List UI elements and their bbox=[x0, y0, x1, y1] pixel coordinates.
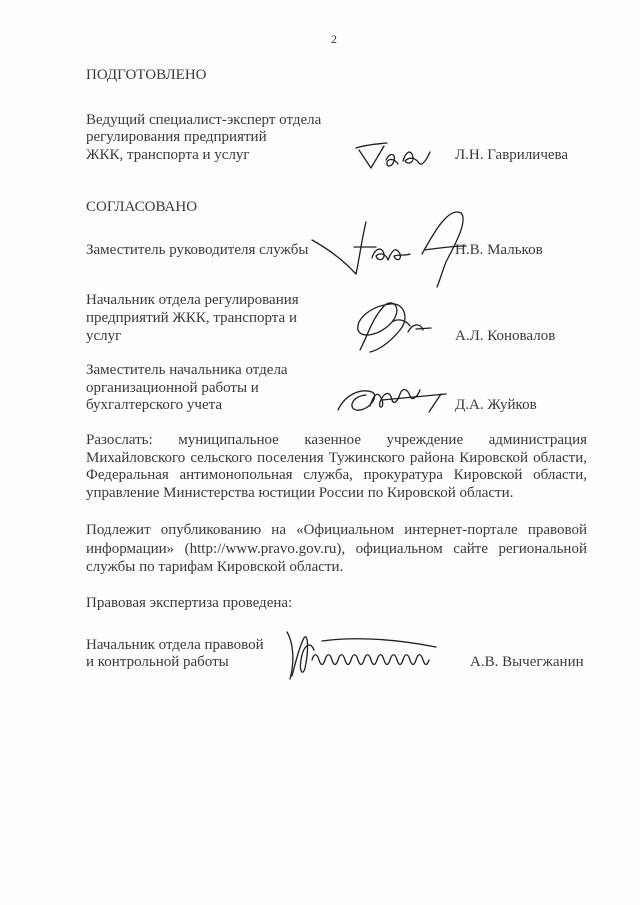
distribution-line: Федеральная антимонопольная служба, прокуратура Кировской области, bbox=[86, 467, 587, 483]
publication-line: Подлежит опубликованию на «Официальном интернет-портале правовой bbox=[86, 522, 587, 538]
prepared-heading: ПОДГОТОВЛЕНО bbox=[86, 67, 207, 83]
signatory-position-line: услуг bbox=[86, 328, 122, 344]
page-number: 2 bbox=[331, 32, 337, 46]
prepared-position-line: регулирования предприятий bbox=[86, 129, 267, 145]
signature-konovalov bbox=[358, 303, 431, 352]
legal-review-name: А.В. Вычегжанин bbox=[470, 654, 584, 670]
prepared-position-line: Ведущий специалист-эксперт отдела bbox=[86, 112, 322, 128]
publication-line: информации» (http://www.pravo.gov.ru), официальном сайте региональной bbox=[86, 541, 587, 557]
signatory-position-line: предприятий ЖКК, транспорта и bbox=[86, 310, 297, 326]
signature-malkov bbox=[312, 212, 466, 287]
legal-review-heading: Правовая экспертиза проведена: bbox=[86, 595, 293, 611]
approved-heading: СОГЛАСОВАНО bbox=[86, 199, 198, 215]
signatory-name: А.Л. Коновалов bbox=[455, 328, 556, 344]
prepared-name: Л.Н. Гавриличева bbox=[455, 147, 569, 163]
distribution-line: управление Министерства юстиции России по Кировской области. bbox=[86, 485, 514, 501]
signature-vychegzhanin bbox=[287, 632, 436, 679]
signatory-name: Н.В. Мальков bbox=[455, 242, 543, 258]
distribution-line: Михайловского сельского поселения Тужинского района Кировской области, bbox=[86, 450, 587, 466]
signatory-position-line: Заместитель начальника отдела bbox=[86, 362, 288, 378]
signatory-position-line: Начальник отдела регулирования bbox=[86, 292, 299, 308]
signature-zhuikov bbox=[338, 390, 446, 412]
signature-gavrilicheva bbox=[356, 143, 430, 168]
distribution-line: Разослать: муниципальное казенное учреждение администрация bbox=[86, 432, 587, 448]
signatory-position-line: Заместитель руководителя службы bbox=[86, 242, 309, 258]
legal-review-position-line: Начальник отдела правовой bbox=[86, 637, 264, 653]
prepared-position-line: ЖКК, транспорта и услуг bbox=[86, 147, 250, 163]
publication-line: службы по тарифам Кировской области. bbox=[86, 559, 344, 575]
signatory-position-line: организационной работы и bbox=[86, 380, 259, 396]
legal-review-position-line: и контрольной работы bbox=[86, 654, 229, 670]
signatory-position-line: бухгалтерского учета bbox=[86, 397, 223, 413]
signatory-name: Д.А. Жуйков bbox=[455, 397, 537, 413]
